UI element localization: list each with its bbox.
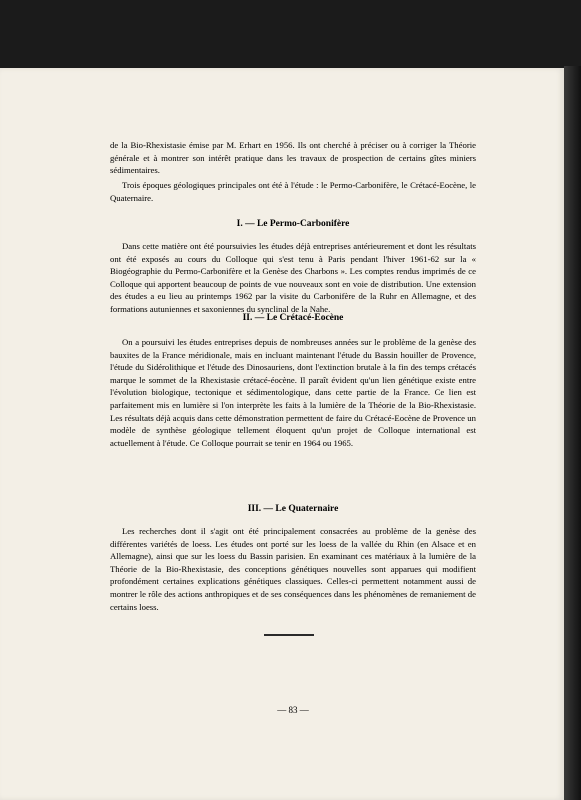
heading-permo-carbonifere: I. — Le Permo-Carbonifère bbox=[236, 219, 350, 229]
paragraph-quaternaire: Les recherches dont il s'agit ont été principalement consacrées au problème de la genèse des différentes variétés de loess. Les études ont porté sur les loess de la vallée du Rhin (en Alsace et en Allemagne), ainsi que sur les loess du Bassin parisien. En examinant ces matériaux à la lumière de la Théorie de la Bio-Rhexistasie, des conceptions génétiques nouvelles sont apparues qui modifient profondément certaines explications génétiques classiques. Celles-ci permettent notamment aussi de montrer le rôle des actions anthropiques et de ses conséquences dans les phénomènes de remaniement de certains loess. bbox=[110, 526, 476, 612]
paragraph-cretace-eocene: On a poursuivi les études entreprises depuis de nombreuses années sur le problème de la genèse des bauxites de la France méridionale, mais en incluant maintenant l'étude du Bassin houiller de Provence, l'étude du Sidérolithique et l'étude des Dinosauriens, dont l'extinction brutale à la fin des temps crétacés marque le sommet de la Rhexistasie crétacé-éocène. Il paraît évident qu'un lien génétique existe entre l'évolution biologique, tectonique et sédimentologique, dans cette partie de la France. Ce lien est parfaitement mis en lumière si l'on interprète les faits à la lumière de la Théorie de la Bio-Rhexistasie. Les résultats déjà acquis dans cette démonstration permettent de faire du Crétacé-Eocène de Provence un modèle de synthèse géologique tellement éloquent qu'un projet de Colloque international est actuellement à l'étude. Ce Colloque pourrait se tenir en 1964 ou 1965. bbox=[110, 337, 476, 448]
paragraph-permo-carbonifere: Dans cette matière ont été poursuivies les études déjà entreprises antérieurement et dont les résultats ont été exposés au cours du Colloque qui s'est tenu à Paris pendant l'hiver 1961-62 sur la « Biogéographie du Permo-Carbonifère et la Genèse des Charbons ». Les comptes rendus imprimés de ce Colloque qui apportent beaucoup de points de vue nouveaux sont en voie de distribution. Une extension des études a eu lieu au printemps 1962 par la visite du Carbonifère de la Ruhr en Allemagne, et des formations autuniennes et saxoniennes du synclinal de la Nahe. bbox=[110, 241, 476, 314]
section-divider bbox=[264, 634, 314, 636]
heading-cretace-eocene: II. — Le Crétacé-Eocène bbox=[242, 313, 344, 323]
page-edge-shadow bbox=[564, 66, 581, 800]
page-number: — 83 — bbox=[277, 705, 309, 715]
heading-quaternaire: III. — Le Quaternaire bbox=[247, 504, 339, 514]
paragraph-epochs: Trois époques géologiques principales ont été à l'étude : le Permo-Carbonifère, le Crétacé-Eocène, le Quaternaire. bbox=[110, 180, 476, 203]
paragraph-intro: de la Bio-Rhexistasie émise par M. Erhart en 1956. Ils ont cherché à préciser ou à corriger la Théorie générale et à montrer son intérêt pratique dans les travaux de prospection de certains gîtes miniers sédimentaires. bbox=[110, 140, 476, 176]
